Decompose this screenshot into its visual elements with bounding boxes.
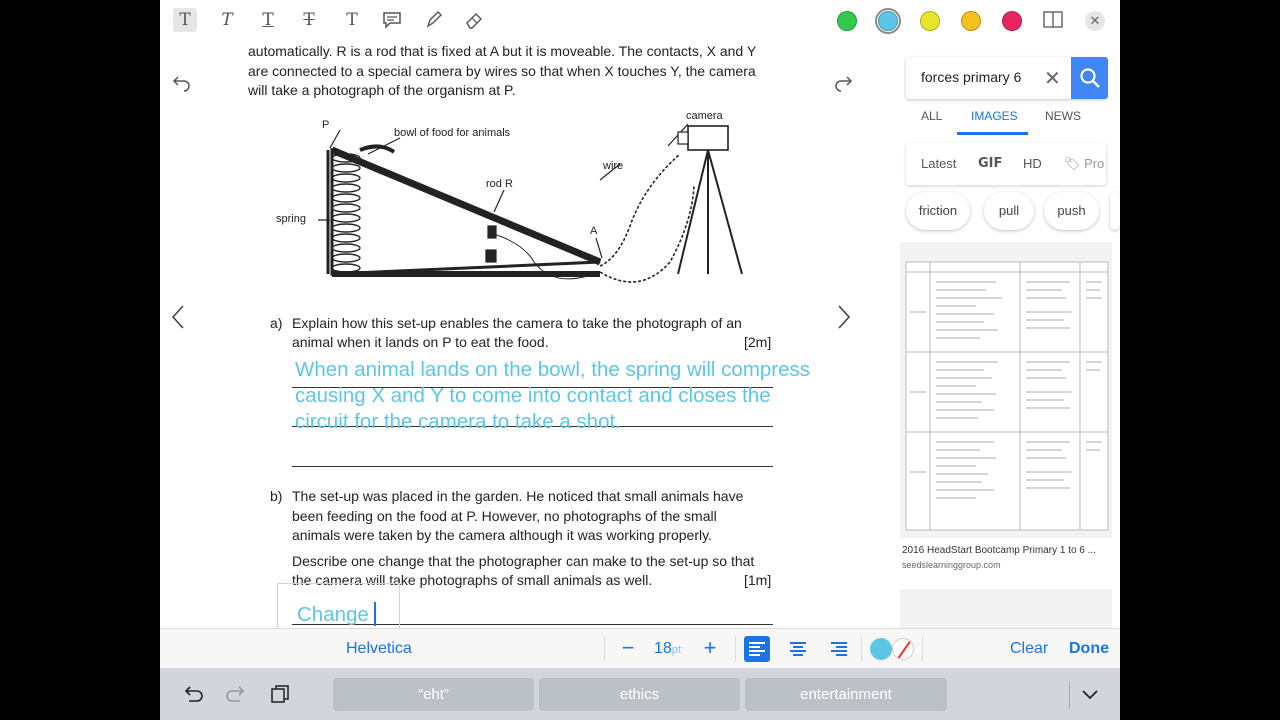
search-box — [906, 57, 1106, 99]
suggestion-3[interactable]: entertainment — [745, 678, 947, 711]
image-search-panel — [900, 42, 1120, 628]
text-tool-button[interactable]: T — [173, 8, 197, 32]
label-spring: spring — [276, 213, 306, 225]
color-swatch-yellow[interactable] — [920, 11, 940, 31]
suggestion-2[interactable]: ethics — [539, 678, 740, 711]
chip-pull[interactable]: pull — [984, 192, 1034, 230]
filter-latest[interactable]: Latest — [921, 156, 957, 171]
annotation-toolbar — [160, 0, 1120, 42]
text-cursor — [374, 602, 376, 626]
active-tab-indicator — [957, 132, 1028, 135]
redo-icon[interactable] — [224, 682, 248, 706]
chip-push[interactable]: push — [1044, 192, 1099, 230]
close-icon[interactable]: ✕ — [1085, 11, 1105, 31]
label-rod: rod R — [486, 178, 513, 190]
increase-size-button[interactable]: + — [703, 635, 717, 660]
previous-page-icon[interactable] — [170, 304, 186, 335]
question-b-marks: [1m] — [744, 572, 772, 588]
tab-news[interactable]: NEWS — [1045, 109, 1081, 123]
search-input[interactable]: forces primary 6 — [921, 69, 1022, 85]
search-button[interactable] — [1071, 57, 1108, 99]
strikethrough-tool-button[interactable]: T — [303, 10, 315, 30]
split-view-icon[interactable] — [1041, 8, 1065, 32]
eraser-icon[interactable] — [462, 8, 486, 32]
divider — [735, 636, 736, 662]
answer-b-text-box[interactable] — [277, 583, 400, 628]
filter-product[interactable] — [1064, 156, 1104, 172]
label-a: A — [590, 225, 598, 237]
answer-a-line-2[interactable]: causing X and Y to come into contact and closes the — [295, 384, 771, 407]
chip-friction[interactable]: friction — [906, 192, 970, 230]
intro-line-1: automatically. R is a rod that is fixed at A but it is moveable. The contacts, X and Y — [248, 43, 757, 59]
undo-icon[interactable] — [170, 74, 192, 101]
label-bowl: bowl of food for animals — [394, 127, 511, 139]
align-center-button[interactable] — [785, 636, 811, 662]
underline-text-tool-button[interactable]: T — [262, 10, 274, 30]
clear-search-icon[interactable]: ✕ — [1044, 68, 1061, 90]
align-left-button[interactable] — [744, 636, 770, 662]
color-swatch-blue[interactable] — [878, 11, 898, 31]
paste-icon[interactable] — [268, 682, 292, 706]
question-b-line-4: Describe one change that the photographer can make to the set-up so that — [292, 553, 755, 569]
result-title[interactable]: 2016 HeadStart Bootcamp Primary 1 to 6 ... — [902, 545, 1096, 556]
divider — [861, 636, 862, 662]
intro-line-2: are connected to a special camera by wires so that when X touches Y, the camera — [248, 63, 756, 79]
filter-bar — [906, 143, 1106, 185]
filter-product-label: Pro — [1084, 156, 1105, 171]
tab-all[interactable]: ALL — [921, 109, 943, 123]
label-wire: wire — [603, 160, 624, 172]
font-picker[interactable]: Helvetica — [346, 640, 412, 657]
pen-icon[interactable] — [422, 8, 446, 32]
timetable-image — [900, 242, 1112, 538]
decrease-size-button[interactable]: − — [621, 635, 635, 660]
question-b-line-2: been feeding on the food at P. However, no photographs of the small — [292, 508, 717, 524]
keyboard-shortcut-bar — [160, 668, 1120, 720]
fill-color-button[interactable] — [892, 638, 914, 660]
chip-more[interactable] — [1110, 192, 1120, 230]
result-site: seedslearninggroup.com — [902, 560, 1001, 570]
redo-icon[interactable] — [833, 74, 855, 101]
filter-gif[interactable]: GIF — [978, 156, 1003, 171]
undo-icon[interactable] — [181, 682, 205, 706]
font-size-number: 18 — [654, 640, 672, 657]
question-a-letter: a) — [270, 315, 283, 331]
answer-a-line-3[interactable]: circuit for the camera to take a shot. — [295, 410, 621, 433]
text-color-button[interactable] — [870, 638, 892, 660]
screen — [160, 0, 1120, 720]
done-button[interactable]: Done — [1069, 640, 1109, 657]
document-page — [160, 42, 900, 628]
color-swatch-orange[interactable] — [961, 11, 981, 31]
comment-icon[interactable] — [380, 8, 404, 32]
question-b-line-3: animals were taken by the camera although it was working properly. — [292, 527, 712, 543]
tag-icon: 🏷 — [1064, 156, 1081, 171]
divider — [604, 636, 605, 662]
tab-images[interactable]: IMAGES — [971, 109, 1018, 123]
result-thumbnail-2[interactable] — [900, 589, 1112, 628]
text-box-tool-button[interactable]: T — [346, 10, 358, 30]
clear-button[interactable]: Clear — [1010, 640, 1049, 657]
search-icon — [1071, 57, 1108, 99]
label-p: P — [322, 119, 330, 131]
suggestion-1[interactable]: “eht” — [333, 678, 534, 711]
color-swatch-green[interactable] — [837, 11, 857, 31]
next-page-icon[interactable] — [836, 304, 852, 335]
font-size-unit: pt — [671, 644, 681, 656]
answer-a-line-1[interactable]: When animal lands on the bowl, the spring will compress — [295, 358, 811, 381]
chevron-down-icon[interactable] — [1078, 682, 1102, 706]
question-a-line-1: Explain how this set-up enables the camera to take the photograph of an — [292, 315, 742, 331]
answer-line — [292, 466, 773, 467]
question-b-line-5: the camera will take photographs of small animals as well. — [292, 572, 653, 588]
question-a-line-2: animal when it lands on P to eat the food. — [292, 334, 549, 350]
align-right-button[interactable] — [826, 636, 852, 662]
intro-line-3: will take a photograph of the organism at P. — [248, 82, 516, 98]
font-size-value — [654, 640, 681, 658]
question-b-letter: b) — [270, 488, 283, 504]
question-b-line-1: The set-up was placed in the garden. He noticed that small animals have — [292, 488, 744, 504]
question-a-marks: [2m] — [744, 334, 772, 350]
text-format-bar — [160, 628, 1120, 668]
answer-b-text[interactable]: Change — [297, 603, 369, 626]
filter-hd[interactable]: HD — [1023, 156, 1042, 171]
label-camera: camera — [686, 110, 723, 122]
divider — [1069, 681, 1070, 709]
result-thumbnail[interactable] — [900, 242, 1112, 538]
camera-trap-diagram — [270, 104, 760, 304]
color-swatch-pink[interactable] — [1002, 11, 1022, 31]
italic-text-tool-button[interactable]: T — [221, 10, 233, 30]
divider — [922, 636, 923, 662]
